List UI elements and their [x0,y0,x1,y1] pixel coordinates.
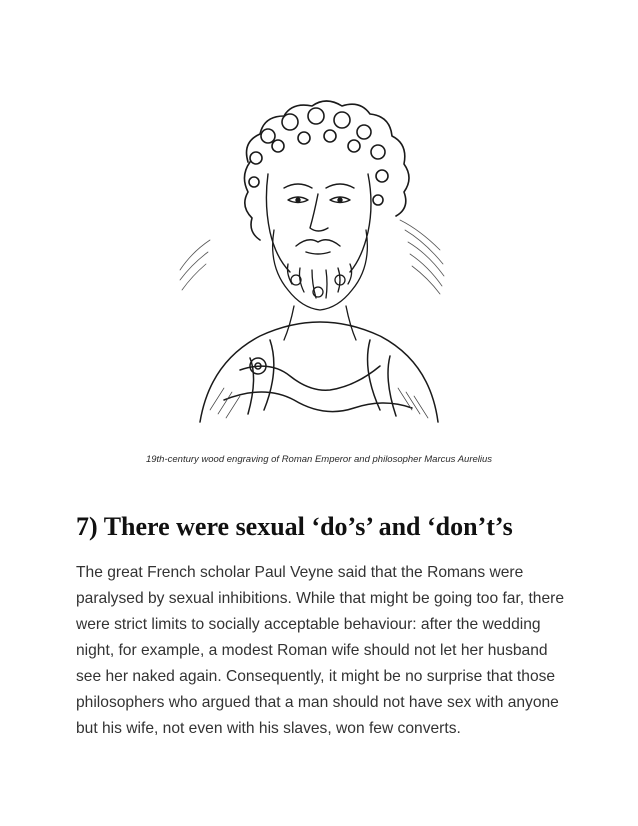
paragraph-line: were strict limits to socially acceptable behaviour: after the wedding [76,616,541,633]
paragraph-line: paralysed by sexual inhibitions. While that might be going too far, there [76,590,565,607]
marcus-aurelius-engraving [150,70,486,438]
section-heading: 7) There were sexual ‘do’s’ and ‘don’t’s [76,512,513,541]
figure-caption: 19th-century wood engraving of Roman Emperor and philosopher Marcus Aurelius [145,454,493,465]
paragraph-line: see her naked again. Consequently, it might be no surprise that those [76,668,556,685]
paragraph-line: philosophers who argued that a man should not have sex with anyone [76,694,559,711]
section-paragraph [76,560,568,742]
paragraph-line: The great French scholar Paul Veyne said that the Romans were [76,564,524,581]
paragraph-line: but his wife, not even with his slaves, won few converts. [76,720,461,737]
paragraph-line: night, for example, a modest Roman wife should not let her husband [76,642,548,659]
bust-engraving-icon [150,70,486,438]
